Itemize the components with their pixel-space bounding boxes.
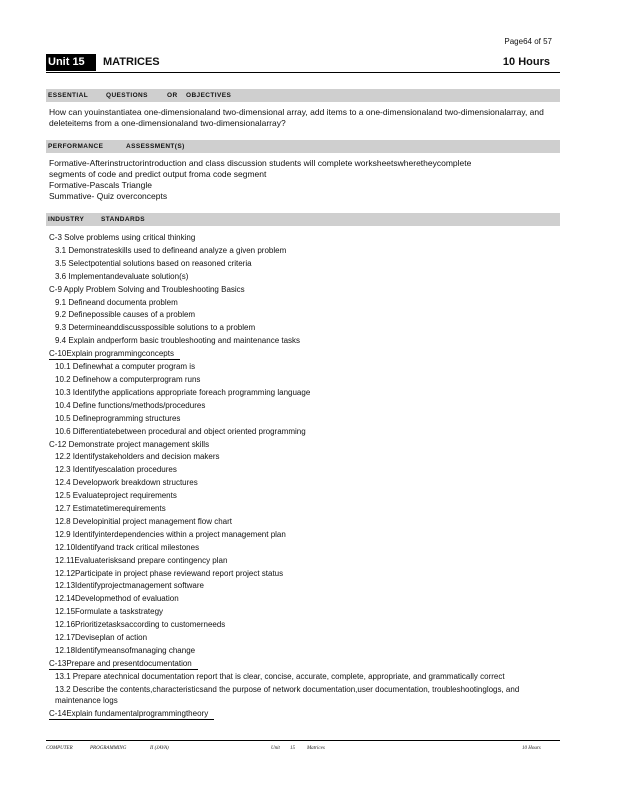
- essential-questions-header: [46, 89, 560, 102]
- standard-item: 12.8 Developinitial project management flow chart: [55, 516, 232, 526]
- standard-category: C-12 Demonstrate project management skills: [49, 439, 210, 449]
- standard-item: 3.5 Selectpotential solutions based on reasoned criteria: [55, 258, 252, 268]
- footer-course: COMPUTER: [46, 746, 73, 751]
- standard-item: 12.13Identifyprojectmanagement software: [55, 581, 204, 591]
- assessment-line: Formative-Pascals Triangle: [49, 180, 152, 190]
- footer-unit-number: 15: [290, 746, 295, 751]
- standard-item: 12.5 Evaluateproject requirements: [55, 491, 177, 501]
- standard-item: 13.2 Describe the contents,characteristicsand the purpose of network documentation,user documentation, troubleshootinglogs, and maintenance logs: [55, 684, 520, 705]
- footer-unit: Unit: [271, 746, 280, 751]
- footer-program: PROGRAMMING: [90, 746, 127, 751]
- header-word: OBJECTIVES: [186, 92, 232, 99]
- standard-category: [49, 348, 554, 361]
- standard-item: 3.6 Implementandevaluate solution(s): [55, 271, 189, 281]
- standards-list: [49, 232, 554, 721]
- standard-item: 10.5 Defineprogramming structures: [55, 413, 181, 423]
- standard-item: 12.11Evaluaterisksand prepare contingency plan: [55, 555, 228, 565]
- standard-item: 12.17Deviseplan of action: [55, 633, 148, 643]
- standard-item: 12.15Formulate a taskstrategy: [55, 607, 164, 617]
- header-word: INDUSTRY: [48, 216, 85, 223]
- standard-item: 12.16Prioritizetasksaccording to customerneeds: [55, 620, 226, 630]
- unit-header: [46, 54, 560, 73]
- standard-item: 12.3 Identifyescalation procedures: [55, 465, 177, 475]
- header-word: ESSENTIAL: [48, 92, 89, 99]
- standard-item: 12.10Identifyand track critical milestones: [55, 542, 200, 552]
- standard-item: 9.2 Definepossible causes of a problem: [55, 310, 196, 320]
- footer-level: II (JAVA): [150, 746, 169, 751]
- standard-category: C-3 Solve problems using critical thinking: [49, 233, 196, 242]
- standard-category-link: C-10Explain programmingconcepts: [49, 348, 180, 360]
- header-word: ASSESSMENT(S): [126, 143, 185, 150]
- standard-category-link: C-14Explain fundamentalprogrammingtheory: [49, 708, 214, 720]
- standard-item: 10.2 Definehow a computerprogram runs: [55, 374, 201, 384]
- unit-label: Unit 15: [46, 54, 96, 71]
- assessment-line: Formative-Afterinstructorintroduction and class discussion students will complete worksheetswheretheycomplete: [49, 158, 472, 168]
- unit-title: MATRICES: [103, 56, 160, 68]
- standard-item: 12.14Developmethod of evaluation: [55, 594, 179, 604]
- page-number: Page64 of 57: [504, 37, 552, 46]
- header-word: OR: [167, 92, 178, 99]
- standard-item: 12.7 Estimatetimerequirements: [55, 504, 166, 514]
- standard-item: 10.4 Define functions/methods/procedures: [55, 400, 206, 410]
- standard-category: C-9 Apply Problem Solving and Troubleshooting Basics: [49, 284, 245, 294]
- standard-item: 10.3 Identifythe applications appropriate foreach programming language: [55, 387, 311, 397]
- industry-standards-header: [46, 213, 560, 226]
- standard-item: 3.1 Demonstrateskills used to defineand analyze a given problem: [55, 245, 287, 255]
- assessment-line: segments of code and predict output froma code segment: [49, 169, 267, 179]
- header-word: QUESTIONS: [106, 92, 148, 99]
- standard-category-link: C-13Prepare and presentdocumentation: [49, 658, 198, 670]
- standard-item: 12.9 Identifyinterdependencies within a project management plan: [55, 529, 286, 539]
- standard-item: 13.1 Prepare atechnical documentation report that is clear, concise, accurate, complete, appropriate, and grammatically correct: [55, 671, 505, 681]
- footer-unit-name: Matrices: [307, 746, 325, 751]
- assessment-line: Summative- Quiz overconcepts: [49, 191, 168, 201]
- footer-hours: 10 Hours: [522, 746, 541, 751]
- standard-item: 12.2 Identifystakeholders and decision makers: [55, 452, 220, 462]
- standard-item: 12.4 Developwork breakdown structures: [55, 478, 198, 488]
- standard-item: 9.1 Defineand documenta problem: [55, 297, 178, 307]
- header-word: STANDARDS: [101, 216, 145, 223]
- standard-item: 9.3 Determineanddiscusspossible solutions to a problem: [55, 323, 256, 333]
- standard-item: 12.18Identifymeansofmanaging change: [55, 646, 196, 655]
- standard-category: [49, 708, 554, 721]
- unit-hours: 10 Hours: [502, 56, 550, 68]
- standard-category: [49, 658, 554, 671]
- essential-questions-text: How can youinstantiatea one-dimensionaland two-dimensional array, add items to a one-dimensionaland two-dimensionalarray, and deleteitems from a one-dimensionaland two-dimensionalarray?: [49, 107, 544, 128]
- assessment-list: [49, 158, 554, 202]
- standard-item: 12.12Participate in project phase reviewand report project status: [55, 568, 284, 578]
- header-word: PERFORMANCE: [48, 143, 104, 150]
- standard-item: 10.6 Differentiatebetween procedural and object oriented programming: [55, 426, 306, 436]
- performance-assessment-header: [46, 140, 560, 153]
- standard-item: 10.1 Definewhat a computer program is: [55, 362, 196, 372]
- footer-divider: [46, 740, 560, 741]
- standard-item: 9.4 Explain andperform basic troubleshooting and maintenance tasks: [55, 336, 301, 346]
